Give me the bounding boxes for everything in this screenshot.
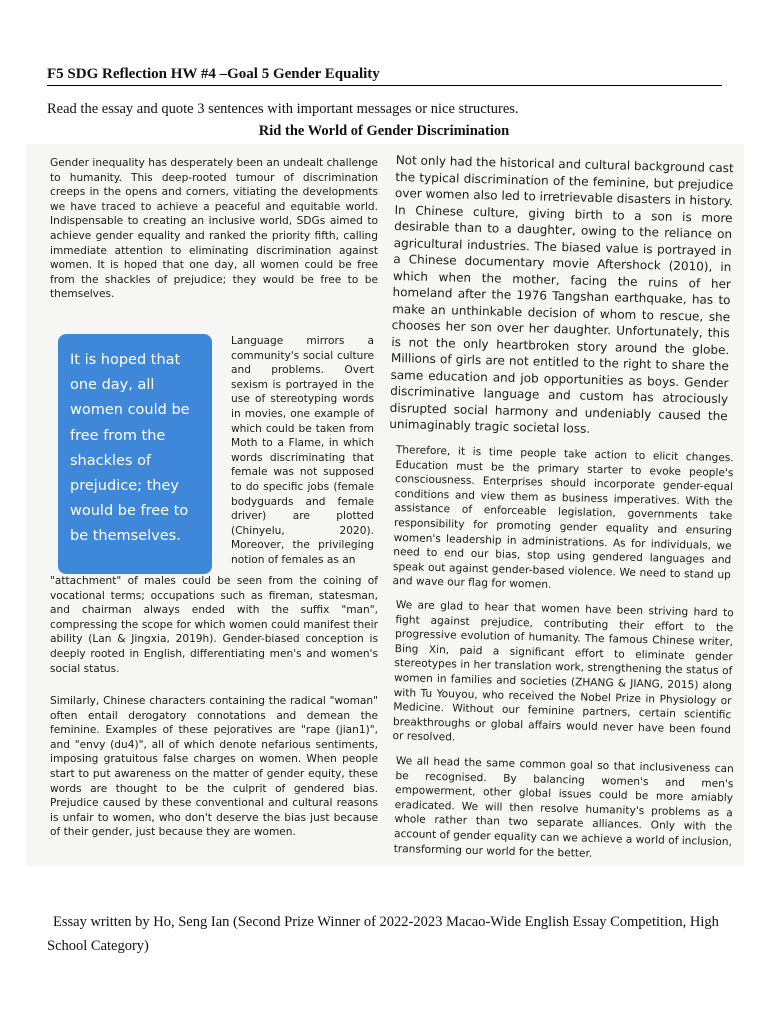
essay-paragraph-history: Not only had the historical and cultural background cast the typical discrimination of the feminine, but prejudice over women also led to irretrievable disasters in history. In Chinese culture, giving birth to a son is more desirable than to a daughter, owing to the reliance on agricultural industries. The biased value is portrayed in a Chinese documentary movie Aftershock (2010), in which when the mother, facing the ruins of her homeland after the 1976 Tangshan earthquake, has to make an unthinkable decision of whom to rescue, she chooses her son over her daughter. Unfortunately, this is not the only heartbroken story around the globe. Millions of girls are not entitled to the right to share the same education and job opportunities as boys. Gender discriminative language and custom has atrociously disrupted social harmony and undeniably caused the unimaginably tragic societal loss. [389,152,734,436]
essay-paragraph-chinese-characters: Similarly, Chinese characters containing the radical "woman" often entail derogatory connotations and demean the feminine. Examples of these pejoratives are "rape (jian1)", and "envy (du4)", all of which denote nefarious sentiments, imposing gratuitous false charges on women. When people start to put awareness on the matter of gender equity, these words are thought to be the culprit of gendered bias. Prejudice caused by these conventional and cultural reasons is unfair to women, who don't deserve the bias just because of their gender, just because they are women. [50,695,378,839]
essay-paragraph-conclusion: We all head the same common goal so that inclusiveness can be recognised. By balancing women's and men's empowerment, other global issues could be more amiably eradicated. We will then resolve humanity's problems as a whole rather than two separate alliances. Only with the account of gender equality can we achieve a world of inclusion, transforming our world for the better. [393,755,734,860]
essay-credit [47,910,737,958]
scanned-essay [26,144,744,866]
pull-quote-text: It is hoped that one day, all women could be free from the shackles of prejudice; they would be free to be themselves. [70,352,190,545]
essay-paragraph-intro: Gender inequality has desperately been an undealt challenge to humanity. This deep-rooted tumour of discrimination creeps in the opens and corners, vitiating the developments we have traced to achieve a peaceful and equitable world. Indispensable to creating an inclusive world, SDGs aimed to achieve gender equality and ranked the priority fifth, calling immediate attention to eliminating discrimination against women. It is hoped that one day, all women could be free from the shackles of prejudice; they would be free to be themselves. [50,157,378,301]
essay-right-column [389,152,734,867]
pull-quote-box [58,334,212,574]
essay-title: Rid the World of Gender Discrimination [258,123,510,139]
essay-paragraph-women-achievements: We are glad to hear that women have been striving hard to fight against prejudice, contributing their effort to the progressive evolution of humanity. The famous Chinese writer, Bing Xin, paid a significant effort to eliminate gender stereotypes in her translation work, strengthening the status of women in families and societies (ZHANG & JIANG, 2015) along with Tu Youyou, who received the Nobel Prize in Physiology or Medicine. Without our feminine partners, certain scientific breakthroughs or global affairs would never have been found or resolved. [392,599,734,745]
instructions-text: Read the essay and quote 3 sentences with important messages or nice structures. [47,101,519,117]
essay-paragraph-action: Therefore, it is time people take action to elicit changes. Education must be the primary starter to evoke people's consciousness. Enterprises should incorporate gender-equal conditions and view them as business imperatives. With the assistance of enforceable legislation, governments take responsibility for promoting gender equality and ensuring women's leadership in administrations. As for individuals, we need to end our bias, stop using gendered languages and speak out against gender-based violence. We need to stand up and wave our flag for women. [392,443,734,591]
essay-paragraph-language-cont: "attachment" of males could be seen from the coining of vocational terms; occupations such as fireman, statesman, and chairman always ended with the suffix "man", compressing the scope for which women could manifest their ability (Lan & Jingxia, 2019h). Gender-biased conception is deeply rooted in English, differentiating men's and women's social status. [50,575,378,675]
page-header-title: F5 SDG Reflection HW #4 –Goal 5 Gender Equality [47,66,722,86]
essay-credit-text: Essay written by Ho, Seng Ian (Second Prize Winner of 2022-2023 Macao-Wide English Essay Competition, High School Category) [47,914,719,954]
essay-paragraph-language-side: Language mirrors a community's social culture and problems. Overt sexism is portrayed in the use of stereotyping words in movies, one example of which could be taken from Moth to a Flame, in which words discriminating that female was not supposed to do specific jobs (female bodyguards and female driver) are plotted (Chinyelu, 2020). Moreover, the privileging notion of females as an [231,335,374,566]
